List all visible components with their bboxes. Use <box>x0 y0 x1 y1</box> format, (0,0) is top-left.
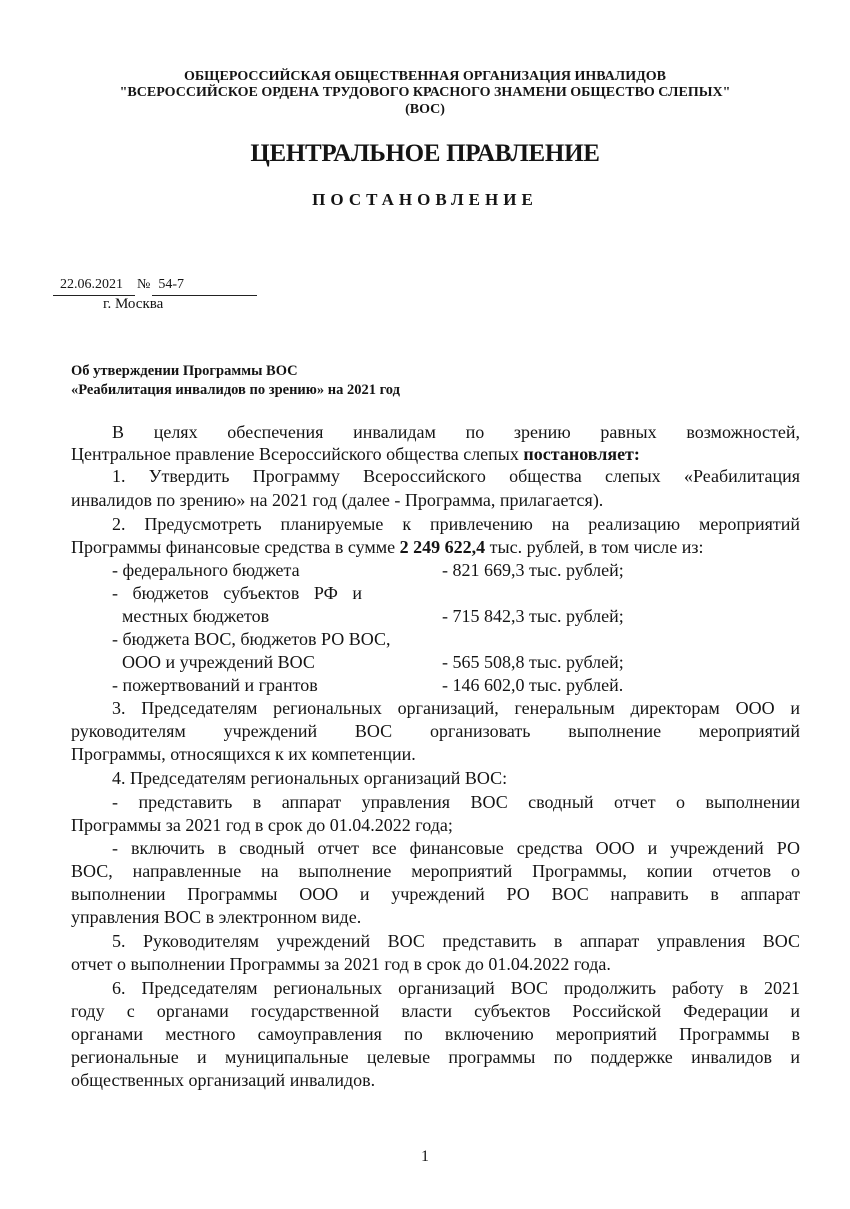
funding-amount: - 146 602,0 тыс. рублей. <box>442 675 624 695</box>
body-line: Программы, относящихся к их компетенции. <box>71 744 416 764</box>
subject-line-2: «Реабилитация инвалидов по зрению» на 2021 год <box>71 382 400 398</box>
body-line: отчет о выполнении Программы за 2021 год в срок до 01.04.2022 года. <box>71 954 611 974</box>
funding-amount: - 715 842,3 тыс. рублей; <box>442 606 624 626</box>
funding-amount: - 565 508,8 тыс. рублей; <box>442 652 624 672</box>
date-number-line <box>53 276 257 296</box>
funding-label: - бюджета ВОС, бюджетов РО ВОС, <box>112 629 391 649</box>
funding-label: - федерального бюджета <box>112 560 300 580</box>
body-line: выполнении Программы ООО и учреждений РО ВОС направить в аппарат <box>71 884 800 904</box>
body-line: 3. Председателям региональных организаций, генеральным директорам ООО и <box>112 698 800 718</box>
org-name-line-2: "ВСЕРОССИЙСКОЕ ОРДЕНА ТРУДОВОГО КРАСНОГО ЗНАМЕНИ ОБЩЕСТВО СЛЕПЫХ" <box>119 85 731 100</box>
funding-amount: - 821 669,3 тыс. рублей; <box>442 560 624 580</box>
funding-label-cont: ООО и учреждений ВОС <box>122 652 315 672</box>
org-abbreviation: (ВОС) <box>405 102 445 117</box>
body-text: Программы финансовые средства в сумме <box>71 537 400 557</box>
total-amount: 2 249 622,4 <box>399 537 486 557</box>
body-line: региональные и муниципальные целевые программы по поддержке инвалидов и <box>71 1047 800 1067</box>
body-line: 1. Утвердить Программу Всероссийского общества слепых «Реабилитация <box>112 466 800 486</box>
body-line: Программы за 2021 год в срок до 01.04.2022 года; <box>71 815 453 835</box>
funding-label: - пожертвований и грантов <box>112 675 318 695</box>
body-line: В целях обеспечения инвалидам по зрению равных возможностей, <box>112 422 800 442</box>
body-line: руководителям учреждений ВОС организовать выполнение мероприятий <box>71 721 800 741</box>
body-line: общественных организаций инвалидов. <box>71 1070 376 1090</box>
body-line: управления ВОС в электронном виде. <box>71 907 362 927</box>
funding-label-cont: местных бюджетов <box>122 606 270 626</box>
document-number: 54-7 <box>152 276 257 296</box>
org-name-line-1: ОБЩЕРОССИЙСКАЯ ОБЩЕСТВЕННАЯ ОРГАНИЗАЦИЯ ИНВАЛИДОВ <box>184 69 666 84</box>
governing-body-title: ЦЕНТРАЛЬНОЕ ПРАВЛЕНИЕ <box>250 140 600 167</box>
number-sign: № <box>137 277 151 292</box>
subject-line-1: Об утверждении Программы ВОС <box>71 363 298 379</box>
body-line: - представить в аппарат управления ВОС сводный отчет о выполнении <box>112 792 800 812</box>
body-text: тыс. рублей, в том числе из: <box>485 537 704 557</box>
city: г. Москва <box>103 296 164 312</box>
body-line: 4. Председателям региональных организаций ВОС: <box>112 768 508 788</box>
body-line: - включить в сводный отчет все финансовые средства ООО и учреждений РО <box>112 838 800 858</box>
document-date: 22.06.2021 <box>53 276 135 296</box>
document-type-title: ПОСТАНОВЛЕНИЕ <box>312 190 538 209</box>
page-number: 1 <box>421 1148 429 1165</box>
body-line: органами местного самоуправления по включению мероприятий Программы в <box>71 1024 800 1044</box>
body-line: году с органами государственной власти субъектов Российской Федерации и <box>71 1001 800 1021</box>
body-line <box>71 536 800 558</box>
body-line: 5. Руководителям учреждений ВОС представить в аппарат управления ВОС <box>112 931 800 951</box>
resolves-keyword: постановляет: <box>523 444 640 464</box>
body-line: 2. Предусмотреть планируемые к привлечению на реализацию мероприятий <box>112 514 800 534</box>
funding-label: - бюджетов субъектов РФ и <box>112 583 362 603</box>
body-line <box>71 443 800 465</box>
body-line: инвалидов по зрению» на 2021 год (далее - Программа, прилагается). <box>71 490 604 510</box>
body-line: ВОС, направленные на выполнение мероприятий Программы, копии отчетов о <box>71 861 800 881</box>
body-line: 6. Председателям региональных организаций ВОС продолжить работу в 2021 <box>112 978 800 998</box>
body-text: Центральное правление Всероссийского общества слепых <box>71 444 524 464</box>
